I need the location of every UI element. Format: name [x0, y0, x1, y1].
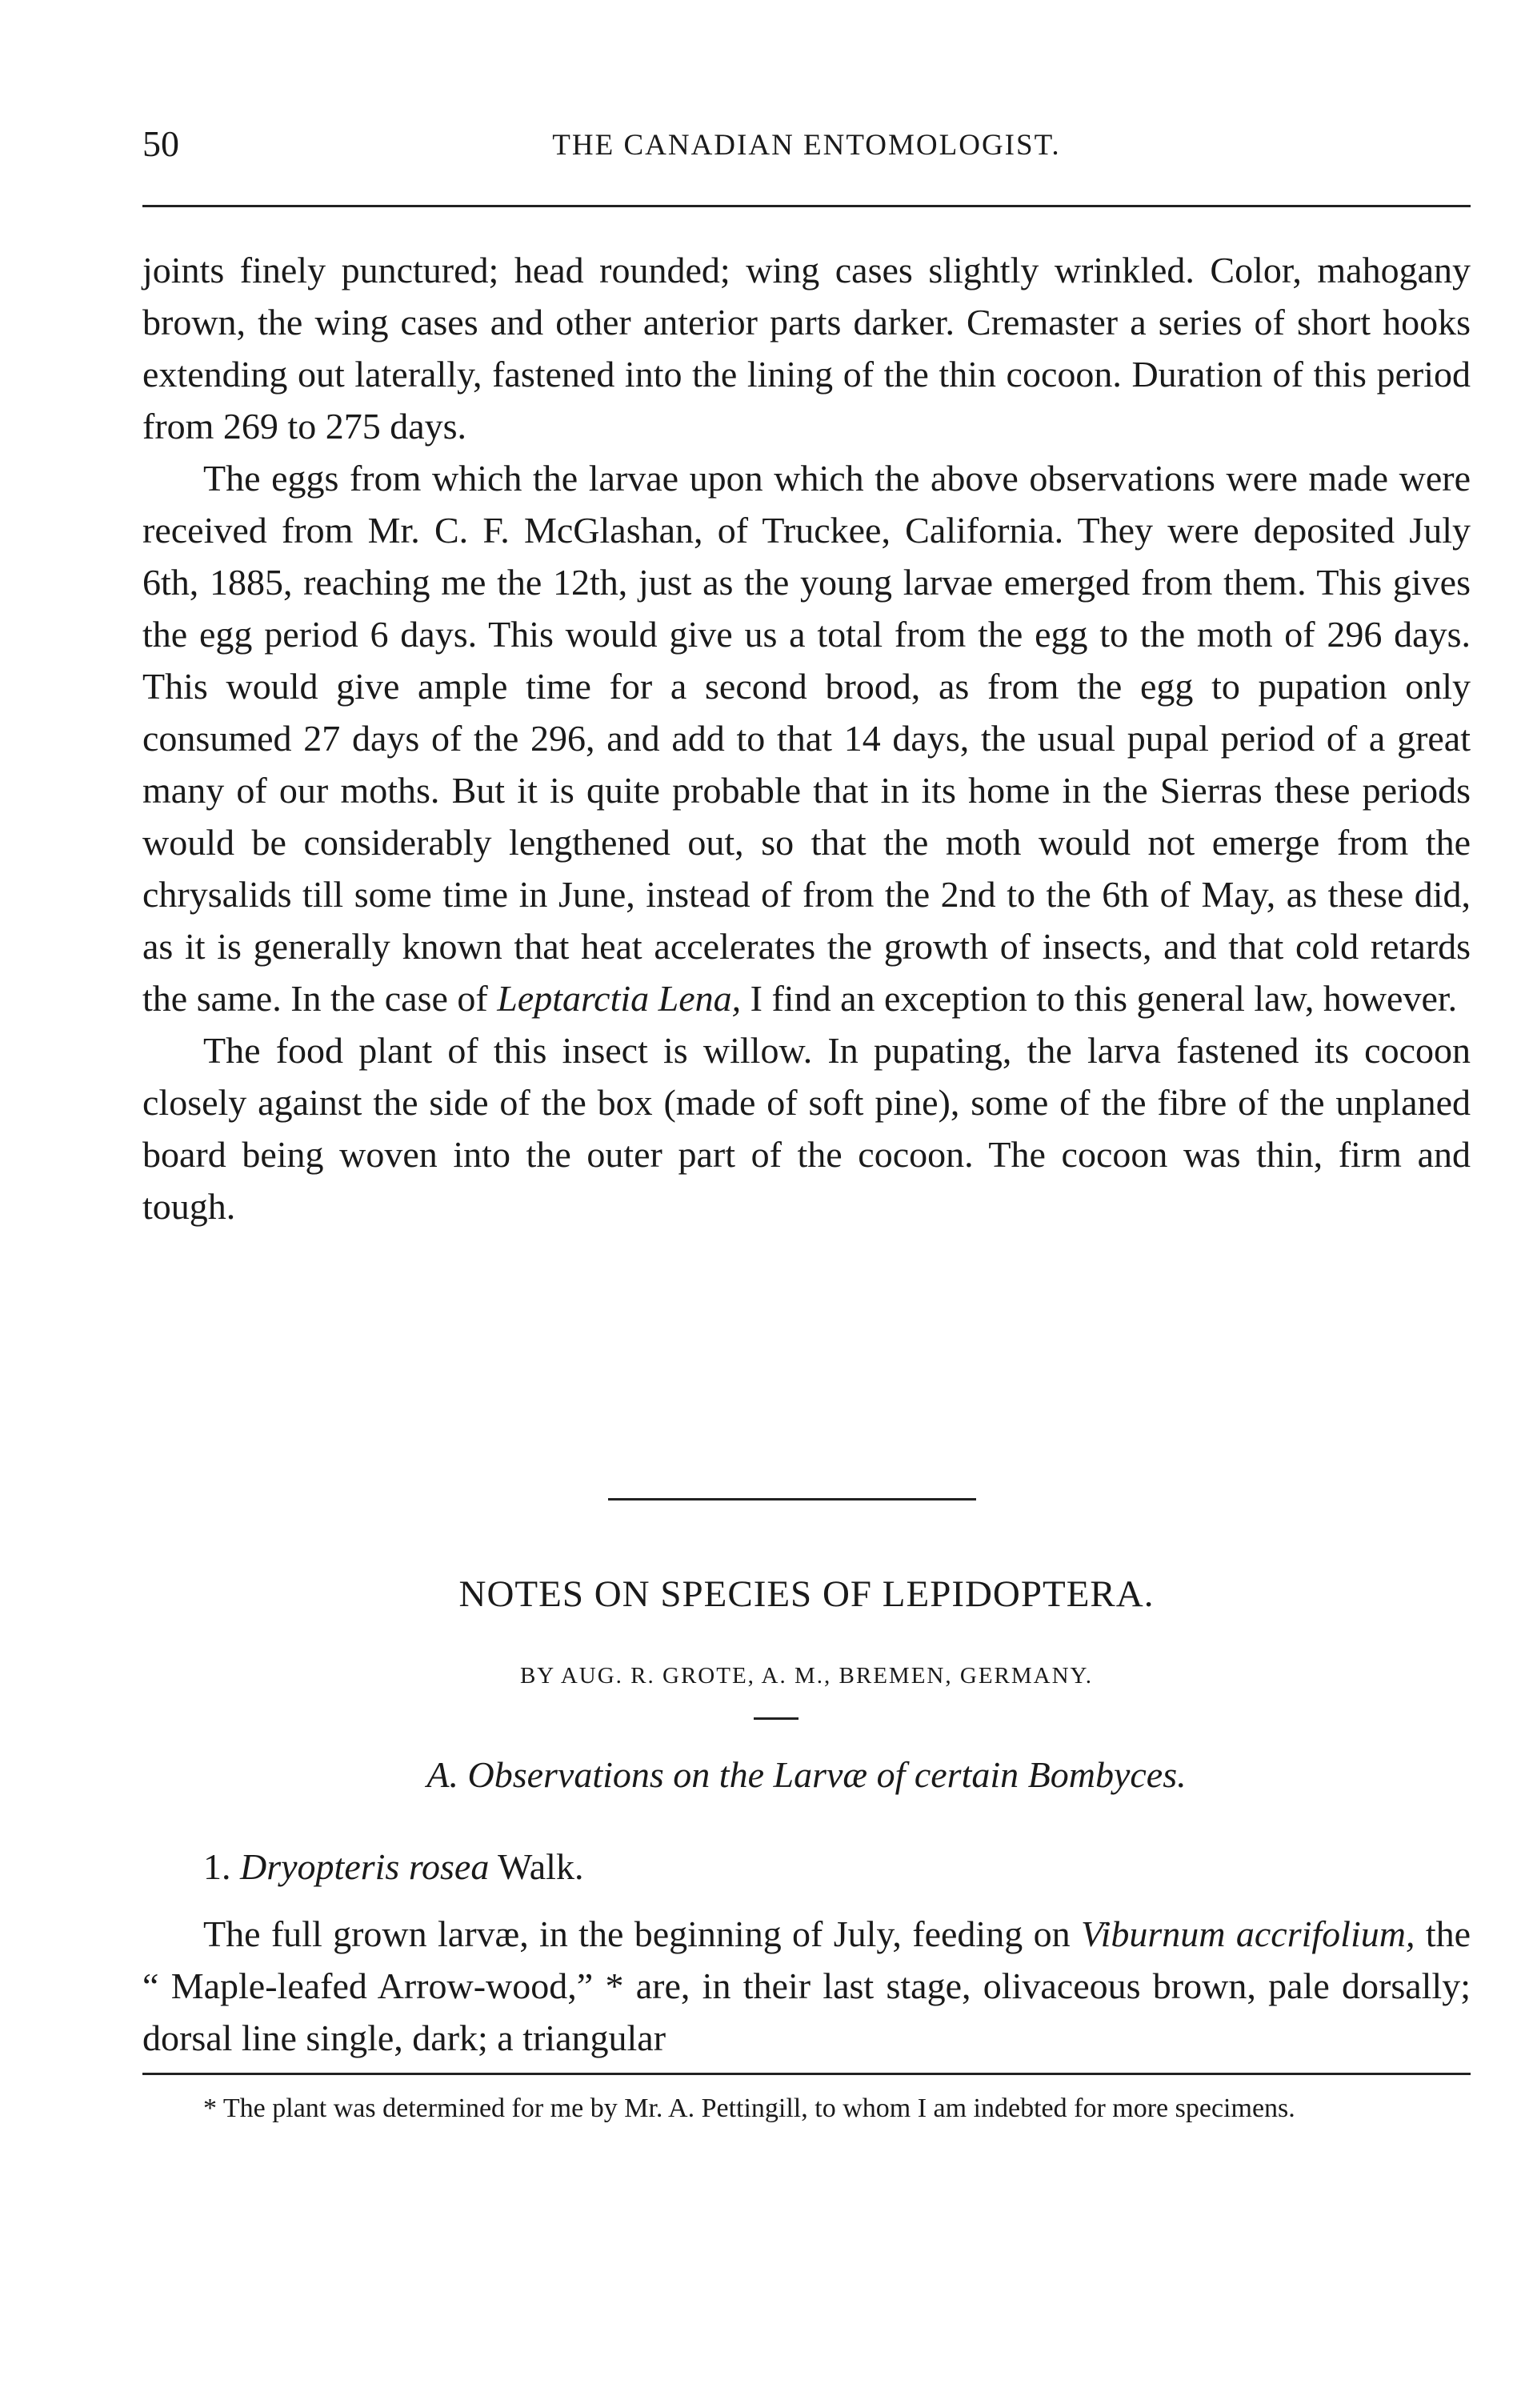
paragraph-eggs: [142, 452, 1471, 1024]
footnote-rule: [142, 2073, 1471, 2075]
footnote: [142, 2087, 1471, 2130]
continued-article-text: [142, 244, 1471, 1232]
food-plant-name: Viburnum accrifolium,: [1080, 1913, 1415, 1954]
species-leptarctia: Leptarctia Lena,: [497, 978, 742, 1019]
page-number: 50: [142, 123, 179, 164]
paragraph-food-plant: The food plant of this insect is willow. In pupating, the larva fastened its cocoon closely against the side of the box (made of soft pine), some of the fibre of the unplaned board being woven into the outer part of the cocoon. The cocoon was thin, firm and tough.: [142, 1030, 1471, 1227]
section-heading: A. Observations on the Larvæ of certain Bombyces.: [426, 1754, 1187, 1795]
article-separator-rule: [608, 1498, 976, 1500]
species-number: 1.: [203, 1846, 231, 1887]
header-rule: [142, 205, 1471, 207]
paragraph-eggs-text: The eggs from which the larvae upon which the above observations were made were received from Mr. C. F. McGlashan, of Truckee, California. They were deposited July 6th, 1885, reaching me the 12th, just as the young larvae emerged from them. This gives the egg period 6 days. This would give us a total from the egg to the moth of 296 days. This would give ample time for a second brood, as from the egg to pupation only consumed 27 days of the 296, and add to that 14 days, the usual pupal period of a great many of our moths. But it is quite probable that in its home in the Sierras these periods would be considerably lengthened out, so that the moth would not emerge from the chrysalids till some time in June, instead of from the 2nd to the 6th of May, as these did, as it is generally known that heat accelerates the growth of insects, and that cold retards the same. In the case of: [142, 458, 1471, 1019]
larva-paragraph-end: the “ Maple-leafed Arrow-wood,” * are, in their last stage, olivaceous brown, pale dorsally; dorsal line single, dark; a triangular: [142, 1913, 1471, 2058]
article-byline: BY AUG. R. GROTE, A. M., BREMEN, GERMANY.: [519, 1663, 1094, 1689]
species-entry: [203, 1841, 1471, 1893]
larva-description: [142, 1908, 1471, 2064]
journal-title: THE CANADIAN ENTOMOLOGIST.: [552, 129, 1061, 162]
footnote-text: * The plant was determined for me by Mr. A. Pettingill, to whom I am indebted for more specimens.: [203, 2093, 1295, 2123]
running-header: [142, 120, 1471, 168]
byline-dash: [754, 1717, 799, 1720]
paragraph-eggs-end: I find an exception to this general law, however.: [750, 978, 1458, 1019]
article-title: NOTES ON SPECIES OF LEPIDOPTERA.: [458, 1573, 1155, 1615]
larva-paragraph-start: The full grown larvæ, in the beginning of July, feeding on: [203, 1913, 1071, 1954]
species-name: Dryopteris rosea: [240, 1846, 490, 1887]
paragraph-continued: joints finely punctured; head rounded; wing cases slightly wrinkled. Color, mahogany brown, the wing cases and other anterior parts darker. Cremaster a series of short hooks extending out laterally, fastened into the lining of the thin cocoon. Duration of this period from 269 to 275 days.: [142, 250, 1471, 447]
species-author: Walk.: [498, 1846, 584, 1887]
larva-paragraph: [142, 1908, 1471, 2064]
